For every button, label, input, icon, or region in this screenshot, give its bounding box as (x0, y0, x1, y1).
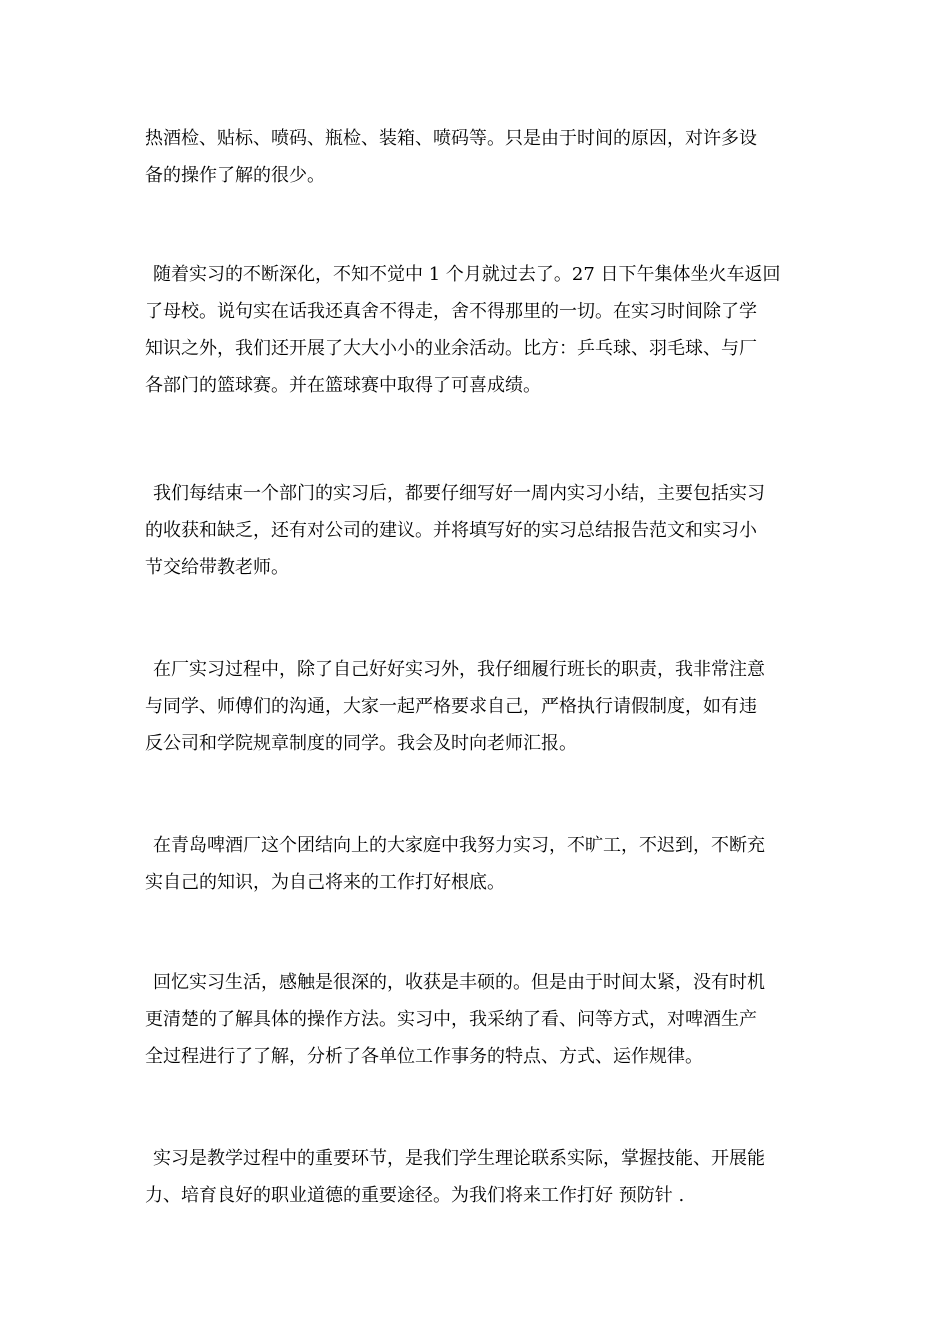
paragraph-6 (145, 964, 815, 1075)
paragraph-5 (145, 827, 815, 901)
text-line: 节交给带教老师。 (145, 557, 289, 578)
text-line: 更清楚的了解具体的操作方法。实习中，我采纳了看、问等方式，对啤酒生产 (145, 1009, 757, 1030)
text-line: 知识之外，我们还开展了大大小小的业余活动。比方：乒乓球、羽毛球、与厂 (145, 338, 757, 359)
text-line: 热酒检、贴标、喷码、瓶检、装箱、喷码等。只是由于时间的原因，对许多设 (145, 128, 757, 149)
text-line: 实习是教学过程中的重要环节，是我们学生理论联系实际，掌握技能、开展能 (153, 1148, 765, 1169)
text-line: 备的操作了解的很少。 (145, 165, 325, 186)
paragraph-4 (145, 651, 815, 762)
text-line: 各部门的篮球赛。并在篮球赛中取得了可喜成绩。 (145, 375, 541, 396)
text-line: 随着实习的不断深化，不知不觉中 1 个月就过去了。27 日下午集体坐火车返回 (153, 264, 781, 285)
text-line: 全过程进行了了解，分析了各单位工作事务的特点、方式、运作规律。 (145, 1046, 703, 1067)
paragraph-1 (145, 120, 815, 194)
text-line: 实自己的知识，为自己将来的工作打好根底。 (145, 872, 505, 893)
text-line: 反公司和学院规章制度的同学。我会及时向老师汇报。 (145, 733, 577, 754)
text-line: 回忆实习生活，感触是很深的，收获是丰硕的。但是由于时间太紧，没有时机 (153, 972, 765, 993)
text-line: 我们每结束一个部门的实习后，都要仔细写好一周内实习小结，主要包括实习 (153, 483, 765, 504)
text-line: 在厂实习过程中，除了自己好好实习外，我仔细履行班长的职责，我非常注意 (153, 659, 765, 680)
text-line: 了母校。说句实在话我还真舍不得走，舍不得那里的一切。在实习时间除了学 (145, 301, 757, 322)
paragraph-3 (145, 475, 815, 586)
text-line: 力、培育良好的职业道德的重要途径。为我们将来工作打好 预防针 . (145, 1185, 685, 1206)
paragraph-2 (145, 256, 815, 404)
text-line: 与同学、师傅们的沟通，大家一起严格要求自己，严格执行请假制度，如有违 (145, 696, 757, 717)
paragraph-7 (145, 1140, 815, 1214)
text-line: 的收获和缺乏，还有对公司的建议。并将填写好的实习总结报告范文和实习小 (145, 520, 757, 541)
text-line: 在青岛啤酒厂这个团结向上的大家庭中我努力实习，不旷工，不迟到，不断充 (153, 835, 765, 856)
